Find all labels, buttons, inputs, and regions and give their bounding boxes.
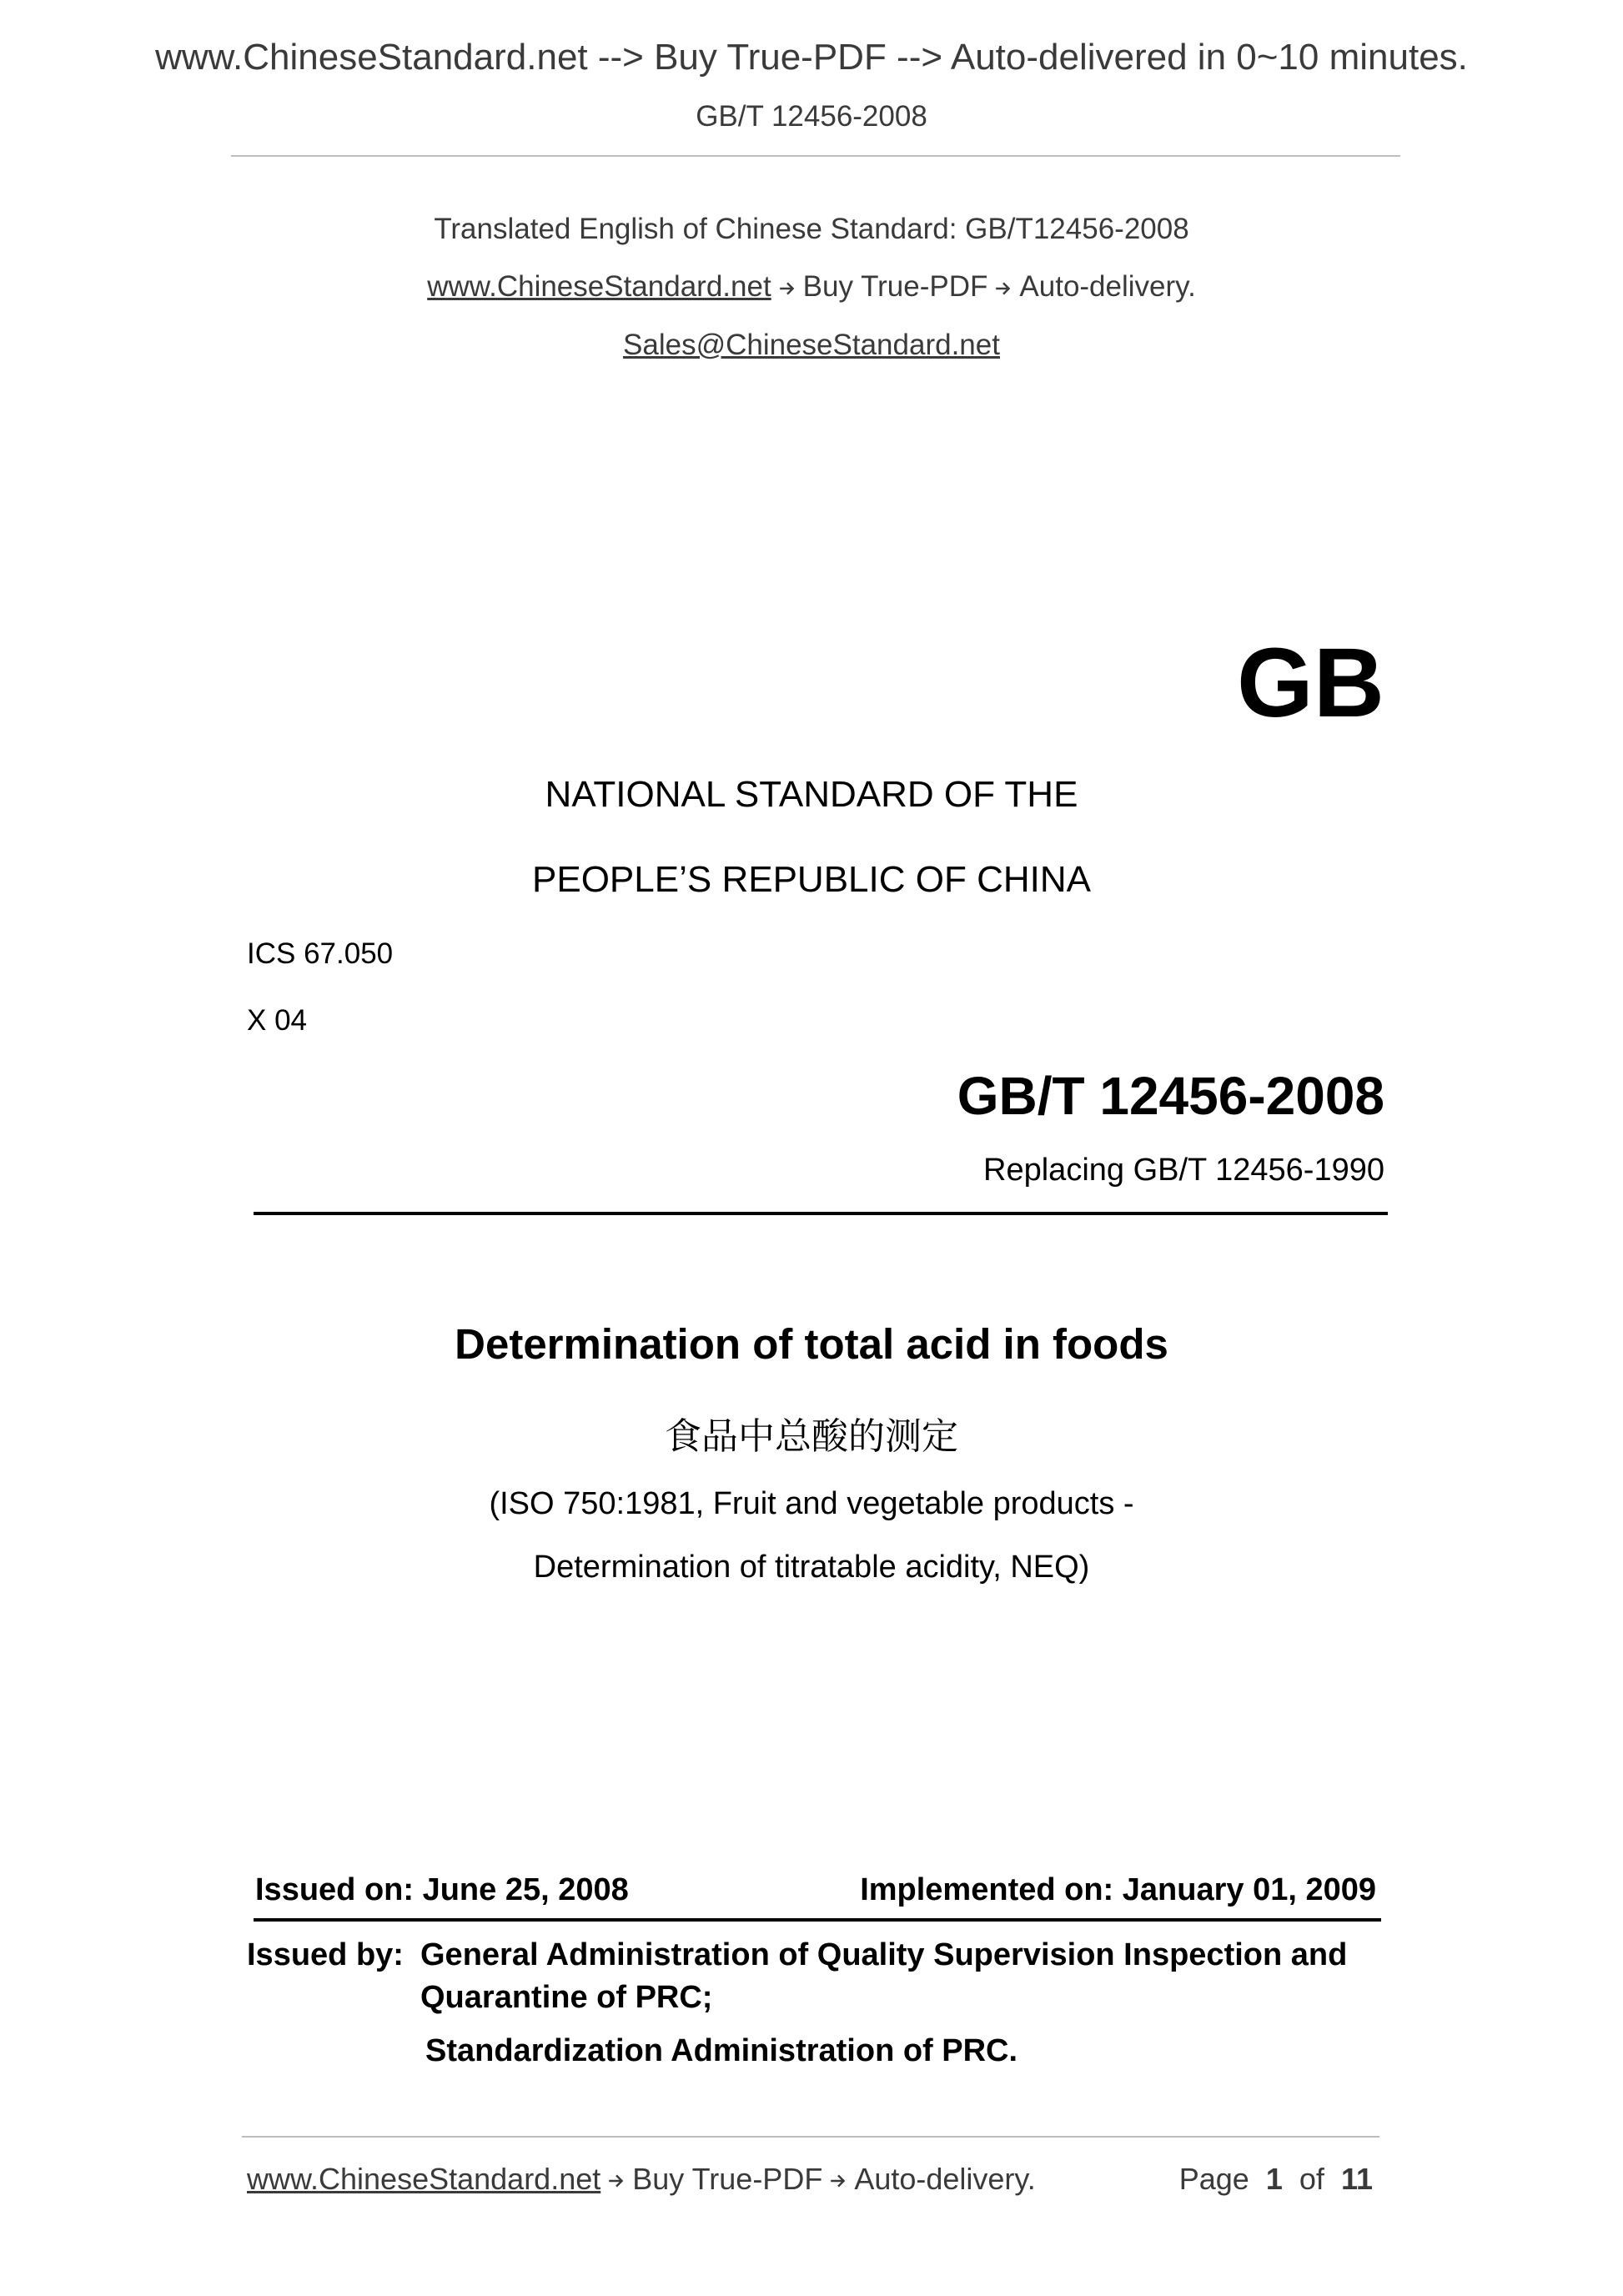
footer-divider: [242, 2136, 1379, 2138]
right-arrow-icon: [829, 2172, 847, 2190]
page-indicator: [1179, 2162, 1373, 2197]
ics-code: ICS 67.050: [247, 937, 394, 970]
email-link[interactable]: Sales@ChineseStandard.net: [623, 329, 1000, 361]
implemented-on: Implemented on: January 01, 2009: [860, 1872, 1376, 1907]
header-doc-code: GB/T 12456-2008: [696, 100, 927, 133]
national-line-2: PEOPLE’S REPUBLIC OF CHINA: [532, 859, 1091, 900]
issued-on: Issued on: June 25, 2008: [255, 1872, 629, 1907]
page-word: Page: [1178, 2162, 1249, 2196]
footer-link-row: [247, 2162, 1036, 2197]
dates-divider: [254, 1918, 1381, 1922]
footer-site-link[interactable]: www.ChineseStandard.net: [247, 2162, 601, 2196]
issued-by-line-1: General Administration of Quality Supervision Inspection and: [420, 1937, 1348, 1972]
right-arrow-icon: [778, 279, 796, 298]
translated-line: Translated English of Chinese Standard: GB/T12456-2008: [434, 213, 1189, 245]
intro-auto-text: Auto-delivery.: [1019, 270, 1196, 303]
gb-mark: GB: [1237, 628, 1384, 738]
header-divider: [231, 155, 1400, 157]
top-banner: www.ChineseStandard.net --> Buy True-PDF --> Auto-delivered in 0~10 minutes.: [155, 37, 1468, 78]
title-english: Determination of total acid in foods: [455, 1320, 1168, 1368]
right-arrow-icon: [607, 2172, 626, 2190]
intro-site-link[interactable]: www.ChineseStandard.net: [427, 270, 771, 303]
issued-by-label: Issued by:: [247, 1937, 404, 1972]
standard-number: GB/T 12456-2008: [957, 1066, 1384, 1126]
footer-auto-text: Auto-delivery.: [854, 2162, 1036, 2196]
right-arrow-icon: [994, 279, 1012, 298]
iso-line-2: Determination of titratable acidity, NEQ): [533, 1550, 1090, 1585]
footer-buy-text: Buy True-PDF: [632, 2162, 823, 2196]
intro-link-row: [0, 270, 1623, 304]
intro-email-row: [0, 329, 1623, 362]
page-total: 11: [1340, 2162, 1373, 2196]
issued-by-line-3: Standardization Administration of PRC.: [425, 2033, 1018, 2068]
iso-line-1: (ISO 750:1981, Fruit and vegetable products -: [489, 1486, 1134, 1521]
replacing-note: Replacing GB/T 12456-1990: [983, 1153, 1384, 1188]
issued-by-line-2: Quarantine of PRC;: [420, 1980, 713, 2015]
national-line-1: NATIONAL STANDARD OF THE: [545, 774, 1078, 815]
number-divider: [254, 1212, 1388, 1215]
intro-buy-text: Buy True-PDF: [802, 270, 988, 303]
title-chinese: 食品中总酸的测定: [665, 1415, 958, 1458]
of-word: of: [1299, 2162, 1324, 2196]
class-code: X 04: [247, 1004, 307, 1037]
page-number: 1: [1265, 2162, 1283, 2196]
